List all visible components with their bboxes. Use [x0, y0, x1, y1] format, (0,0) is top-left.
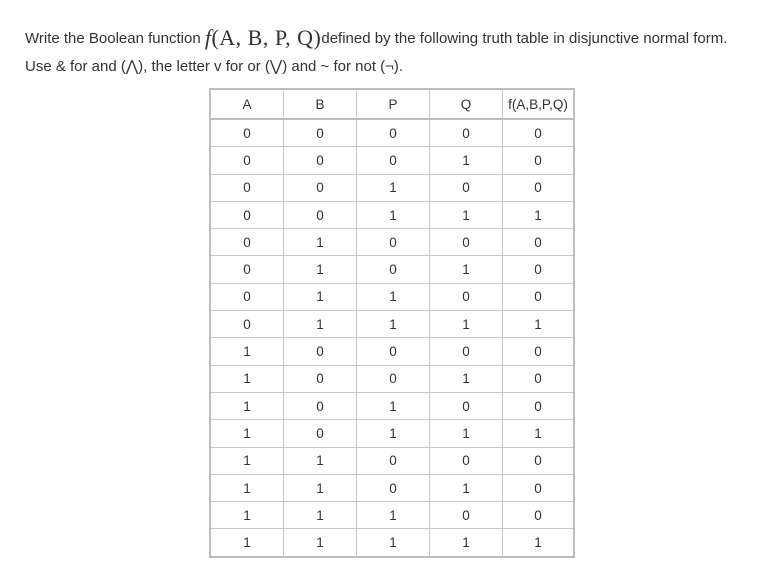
question-line-2: Use & for and (⋀), the letter v for or (⋁) and ~ for not (¬).	[25, 58, 404, 75]
cell-a: 0	[210, 174, 284, 201]
function-notation	[205, 25, 322, 50]
table-row	[210, 147, 574, 174]
cell-q: 0	[430, 502, 503, 529]
cell-a: 0	[210, 256, 284, 283]
header-row	[210, 89, 574, 119]
header-q: Q	[430, 89, 503, 119]
cell-f: 0	[503, 147, 575, 174]
cell-f: 0	[503, 174, 575, 201]
question-suffix: defined by the following truth table in disjunctive normal form.	[321, 30, 728, 47]
cell-p: 0	[357, 447, 430, 474]
cell-q: 1	[430, 474, 503, 501]
cell-f: 1	[503, 420, 575, 447]
cell-b: 1	[284, 529, 357, 557]
cell-b: 1	[284, 229, 357, 256]
cell-a: 0	[210, 229, 284, 256]
table-row	[210, 447, 574, 474]
cell-p: 0	[357, 474, 430, 501]
table-row	[210, 119, 574, 147]
cell-q: 0	[430, 119, 503, 147]
question-line-1	[25, 24, 770, 53]
cell-a: 0	[210, 201, 284, 228]
cell-b: 0	[284, 174, 357, 201]
header-b: B	[284, 89, 357, 119]
cell-q: 1	[430, 365, 503, 392]
truth-table	[209, 88, 575, 558]
cell-f: 0	[503, 283, 575, 310]
cell-a: 1	[210, 529, 284, 557]
cell-p: 0	[357, 119, 430, 147]
cell-a: 1	[210, 392, 284, 419]
cell-p: 1	[357, 283, 430, 310]
table-row	[210, 392, 574, 419]
table-row	[210, 229, 574, 256]
cell-p: 1	[357, 174, 430, 201]
cell-f: 1	[503, 311, 575, 338]
cell-p: 0	[357, 147, 430, 174]
table-row	[210, 529, 574, 557]
table-row	[210, 201, 574, 228]
cell-f: 0	[503, 474, 575, 501]
header-a: A	[210, 89, 284, 119]
cell-b: 0	[284, 119, 357, 147]
cell-q: 1	[430, 147, 503, 174]
table-row	[210, 474, 574, 501]
cell-q: 0	[430, 338, 503, 365]
cell-a: 1	[210, 338, 284, 365]
table-body	[210, 119, 574, 557]
table-row	[210, 420, 574, 447]
cell-p: 1	[357, 201, 430, 228]
function-args: (A, B, P, Q)	[211, 25, 322, 50]
cell-p: 0	[357, 256, 430, 283]
cell-f: 0	[503, 256, 575, 283]
cell-q: 1	[430, 311, 503, 338]
cell-f: 0	[503, 338, 575, 365]
cell-b: 0	[284, 420, 357, 447]
cell-f: 0	[503, 229, 575, 256]
cell-q: 0	[430, 447, 503, 474]
cell-b: 1	[284, 502, 357, 529]
table-row	[210, 283, 574, 310]
cell-f: 0	[503, 502, 575, 529]
cell-q: 1	[430, 256, 503, 283]
table-row	[210, 338, 574, 365]
cell-p: 0	[357, 338, 430, 365]
cell-p: 1	[357, 392, 430, 419]
cell-b: 1	[284, 311, 357, 338]
cell-a: 0	[210, 119, 284, 147]
cell-p: 1	[357, 529, 430, 557]
cell-a: 1	[210, 420, 284, 447]
table-row	[210, 174, 574, 201]
header-p: P	[357, 89, 430, 119]
cell-q: 1	[430, 420, 503, 447]
question-prefix: Write the Boolean function	[25, 30, 205, 47]
cell-p: 1	[357, 420, 430, 447]
cell-p: 0	[357, 229, 430, 256]
cell-f: 1	[503, 529, 575, 557]
cell-f: 0	[503, 447, 575, 474]
cell-p: 0	[357, 365, 430, 392]
function-name: f	[204, 25, 212, 50]
cell-a: 0	[210, 311, 284, 338]
cell-a: 1	[210, 447, 284, 474]
cell-b: 1	[284, 447, 357, 474]
cell-a: 1	[210, 474, 284, 501]
cell-p: 1	[357, 311, 430, 338]
cell-b: 0	[284, 392, 357, 419]
cell-q: 0	[430, 283, 503, 310]
cell-f: 0	[503, 119, 575, 147]
table-row	[210, 256, 574, 283]
table-row	[210, 311, 574, 338]
cell-q: 0	[430, 174, 503, 201]
cell-a: 0	[210, 283, 284, 310]
cell-q: 1	[430, 529, 503, 557]
cell-f: 1	[503, 201, 575, 228]
cell-q: 0	[430, 392, 503, 419]
cell-a: 0	[210, 147, 284, 174]
truth-table-container	[209, 88, 575, 558]
cell-b: 0	[284, 201, 357, 228]
cell-b: 1	[284, 283, 357, 310]
table-row	[210, 502, 574, 529]
question-text	[25, 24, 770, 81]
cell-f: 0	[503, 392, 575, 419]
cell-b: 0	[284, 365, 357, 392]
cell-b: 0	[284, 147, 357, 174]
cell-p: 1	[357, 502, 430, 529]
cell-a: 1	[210, 365, 284, 392]
cell-f: 0	[503, 365, 575, 392]
cell-a: 1	[210, 502, 284, 529]
cell-q: 0	[430, 229, 503, 256]
cell-b: 1	[284, 474, 357, 501]
cell-b: 0	[284, 338, 357, 365]
header-f: f(A,B,P,Q)	[503, 89, 575, 119]
cell-b: 1	[284, 256, 357, 283]
cell-q: 1	[430, 201, 503, 228]
table-row	[210, 365, 574, 392]
